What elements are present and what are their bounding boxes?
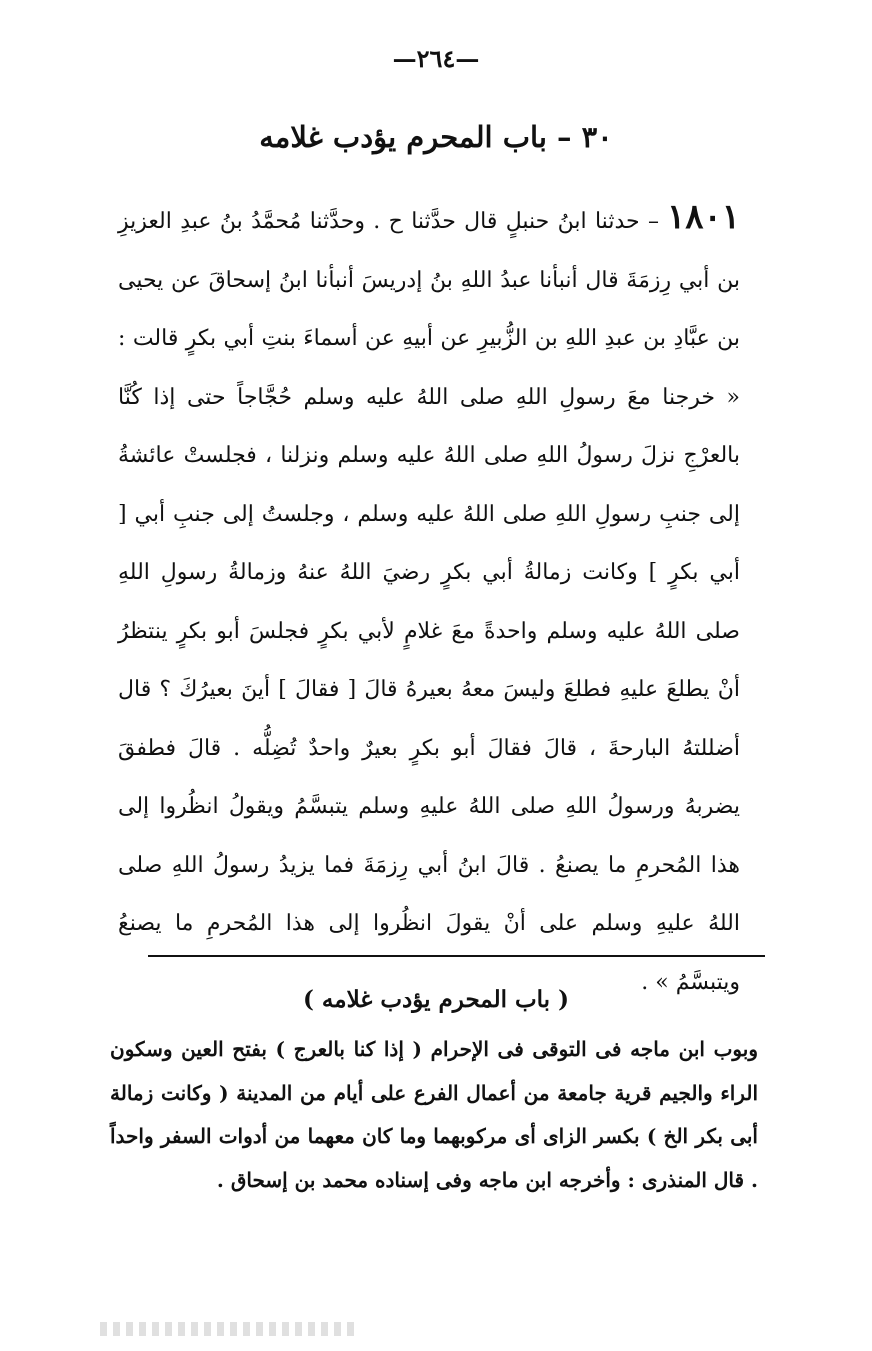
chapter-title: ٣٠ – باب المحرم يؤدب غلامه bbox=[259, 120, 613, 154]
footnote-text: وبوب ابن ماجه فى التوقى فى الإحرام ( إذا كنا بالعرج ) بفتح العين وسكون الراء والجيم قرية جامعة من أعمال الفرع على أيام من المدينة ( وكانت زمالة أبى بكر الخ ) بكسر الزاى أى مركوبهما وما كان معهما من أدوات السفر واحداً . قال المنذرى : وأخرجه ابن ماجه وفى إسناده محمد بن إسحاق . bbox=[110, 1037, 758, 1192]
hadith-body bbox=[118, 188, 740, 1012]
footnote-divider bbox=[148, 955, 765, 957]
footnote-title: ( باب المحرم يؤدب غلامه ) bbox=[303, 986, 569, 1013]
page-number: —٢٦٤— bbox=[392, 44, 480, 73]
faint-bleed-through-mark bbox=[100, 1322, 360, 1336]
hadith-text: – حدثنا ابنُ حنبلٍ قال حدَّثنا ح . وحدَّثنا مُحمَّدُ بنُ عبدِ العزيزِ بن أبي رِزمَةَ قال أنبأنا عبدُ اللهِ بنُ إدريسَ أنبأنا ابنُ إسحاقَ عن يحيى بن عبَّادِ بن عبدِ اللهِ بن الزُّبيرِ عن أبيهِ عن أسماءَ بنتِ أبي بكرٍ قالت : « خرجنا معَ رسولِ اللهِ صلى اللهُ عليه وسلم حُجَّاجاً حتى إذا كُنَّا بالعرْجِ نزلَ رسولُ اللهِ صلى اللهُ عليه وسلم ونزلنا ، فجلستْ عائشةُ إلى جنبِ رسولِ اللهِ صلى اللهُ عليه وسلم ، وجلستُ إلى جنبِ أبي [ أبي بكرٍ ] وكانت زمالةُ أبي بكرٍ رضيَ اللهُ عنهُ وزمالةُ رسولِ اللهِ صلى اللهُ عليه وسلم واحدةً معَ غلامٍ لأبي بكرٍ فجلسَ أبو بكرٍ ينتظرُ أنْ يطلعَ عليهِ فطلعَ وليسَ معهُ بعيرهُ قالَ [ فقالَ ] أينَ بعيرُكَ ؟ قال أضللتهُ البارحةَ ، قالَ فقالَ أبو بكرٍ بعيرٌ واحدٌ تُضِلُّه . قالَ فطفقَ يضربهُ ورسولُ اللهِ صلى اللهُ عليهِ وسلم يتبسَّمُ ويقولُ انظُروا إلى هذا المُحرمِ ما يصنعُ . قالَ ابنُ أبي رِزمَةَ فما يزيدُ رسولُ اللهِ صلى اللهُ عليهِ وسلم على أنْ يقولَ انظُروا إلى هذا المُحرمِ ما يصنعُ ويتبسَّمُ » . bbox=[118, 209, 740, 995]
hadith-number: ١٨٠١ bbox=[666, 197, 740, 237]
